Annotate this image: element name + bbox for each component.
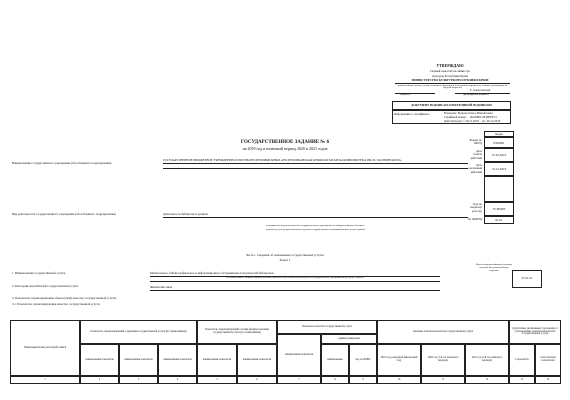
service-item1-value: Библиотечное, библиографическое и информационное обслуживание пользователей библиотеки (150, 271, 274, 275)
registry-box-value: 07.011.0 (521, 276, 533, 280)
col-num: 14 (535, 376, 561, 384)
service-item1-label: 1. Наименование государственной услуги (12, 271, 66, 275)
signature-owner: Владелец: Ершова Ольга Михайловна (444, 111, 493, 115)
th-quality: Показатель качества государственной услуги (277, 320, 377, 334)
service-item31: 3.1. Показатели, характеризующие качество государственной услуги (12, 302, 100, 306)
col-num: 1 (10, 376, 80, 384)
th-unit-name: наименование (321, 344, 349, 376)
activity-value: Деятельность библиотек и архивов (163, 212, 208, 216)
th-dev-abs: в абсолютных показателях (535, 344, 561, 376)
codes-registry-label: Код по сводному реестру (469, 202, 482, 213)
signature-valid-from: Действителен с: 26.12.2018 (444, 119, 479, 123)
approval-caption: (наименование органа, осуществляющего функции и полномочия учредителя, главного распорядителя средств бюджета) (397, 83, 508, 90)
col-num: 6 (237, 376, 277, 384)
col-num: 11 (421, 376, 465, 384)
col-num: 8 (321, 376, 349, 384)
activity-label: Вид деятельности государственного учреждения (обособленного подразделения) (12, 212, 116, 216)
th-conditions-1: наименование показателя (197, 344, 237, 376)
quality-table (10, 320, 561, 392)
codes-okved-label: По ОКВЭД (467, 217, 482, 221)
codes-start-label: Дата начала действия (470, 149, 482, 160)
activity-caption1: (указывается вид деятельности государственного учреждения из общероссийского базового (266, 224, 365, 227)
th-conditions-2: наименование показателя (237, 344, 277, 376)
signature-valid-to: по: 26.12.2019 (482, 119, 501, 123)
sign-caption: (подпись) (400, 93, 411, 96)
th-2020: 2020 год (1-й год планового периода) (421, 344, 465, 376)
th-2019: 2019 год (очередной финансовый год) (377, 344, 421, 376)
codes-header: Коды (484, 131, 514, 137)
codes-form-label: Форма по ОКУД (469, 138, 482, 146)
signature-cert: 00A9B5C2E48D7F31 (470, 115, 497, 119)
th-2021: 2021 год (2-й год планового периода) (465, 344, 509, 376)
approval-ministry: МИНИСТЕРСТВО КУЛЬТУРЫ РЕСПУБЛИКИ КРЫМ (411, 78, 489, 82)
codes-okved-value: 91.01 (484, 216, 514, 224)
institution-value: ГОСУДАРСТВЕННОЕ БЮДЖЕТНОЕ УЧРЕЖДЕНИЕ КУЛЬТУРЫ РЕСПУБЛИКИ КРЫМ «РЕСПУБЛИКАНСКАЯ КРЫМСКОТАТАРСКАЯ БИБЛИОТЕКА ИМ. И. ГАСПРИНСКОГО» (163, 158, 402, 162)
service-item1-caption: (в соответствии с общероссийским базовым перечнем или региональным перечнем государственных (муниципальных) услуг и работ) (226, 276, 364, 279)
th-quality-name: наименование показателя (277, 334, 321, 376)
col-num: 4 (158, 376, 197, 384)
service-item2-value: Физические лица (150, 285, 173, 289)
codes-end-value: 31.12.2019 (484, 162, 514, 176)
signature-cert-label: Серийный номер: (444, 115, 467, 119)
approval-signer: Г. Алексеевская (470, 88, 491, 92)
th-unique: Уникальный номер реестровой записи (10, 320, 80, 376)
th-content-3: наименование показателя (158, 344, 197, 376)
th-content: Показатель, характеризующий содержание государственной услуги (по справочникам) (80, 320, 197, 344)
th-content-2: наименование показателя (119, 344, 158, 376)
col-num: 13 (509, 376, 535, 384)
col-num: 7 (277, 376, 321, 384)
signature-title: ДОКУМЕНТ ПОДПИСАН ЭЛЕКТРОННОЙ ПОДПИСЬЮ (411, 103, 492, 107)
th-okei: код по ОКЕИ (349, 344, 377, 376)
signature-owner-label: Информация о сертификате (394, 112, 430, 116)
th-deviation: Допустимые (возможные) отклонения от установленных показателей качества государственной услуги (509, 320, 561, 344)
approval-line1: Первый заместитель министра (430, 69, 470, 73)
col-num: 9 (349, 376, 377, 384)
section-title: Раздел 1 (279, 258, 291, 262)
doc-title: ГОСУДАРСТВЕННОЕ ЗАДАНИЕ № 6 (240, 140, 330, 145)
doc-subtitle: на 2019 год и плановый период 2020 и 2021 годов (242, 146, 328, 151)
codes-form-value: 0506001 (484, 137, 514, 148)
part-title: Часть 1. Сведения об оказываемых государственных услугах (246, 253, 324, 257)
th-content-1: наименование показателя (80, 344, 119, 376)
approval-title: УТВЕРЖДАЮ (436, 63, 464, 68)
col-num: 2 (80, 376, 119, 384)
th-dev-pct: в процентах (509, 344, 535, 376)
decode-caption: (расшифровка подписи) (463, 93, 489, 96)
th-values: Значение показателя качества государственной услуги (377, 320, 509, 344)
col-num: 10 (377, 376, 421, 384)
col-num: 3 (119, 376, 158, 384)
codes-start-value: 01.01.2019 (484, 148, 514, 162)
registry-box-label: Код по общероссийскому базовому перечню или региональному перечню (476, 263, 512, 272)
th-conditions: Показатель, характеризующий условия (формы) оказания государственной услуги (по справочникам) (197, 320, 277, 344)
codes-registry-value: 35.Н5483 (484, 202, 514, 216)
th-quality-unit: единица измерения (321, 334, 377, 344)
institution-label: Наименование государственного учреждения (обособленного подразделения) (12, 161, 112, 165)
approval-line2: культуры Республики Крым (432, 74, 468, 78)
codes-empty (484, 176, 514, 202)
col-num: 12 (465, 376, 509, 384)
codes-panel (467, 131, 514, 231)
service-item2-label: 2. Категории потребителей государственной услуги (12, 284, 78, 288)
col-num: 5 (197, 376, 237, 384)
activity-caption2: перечня услуг или регионального перечня государственных (муниципальных) услуг и работ) (265, 228, 366, 231)
codes-end-label: Дата окончания действия (468, 163, 482, 174)
service-item3: 3. Показатели, характеризующие объем и (или) качество государственной услуги: (12, 296, 117, 300)
